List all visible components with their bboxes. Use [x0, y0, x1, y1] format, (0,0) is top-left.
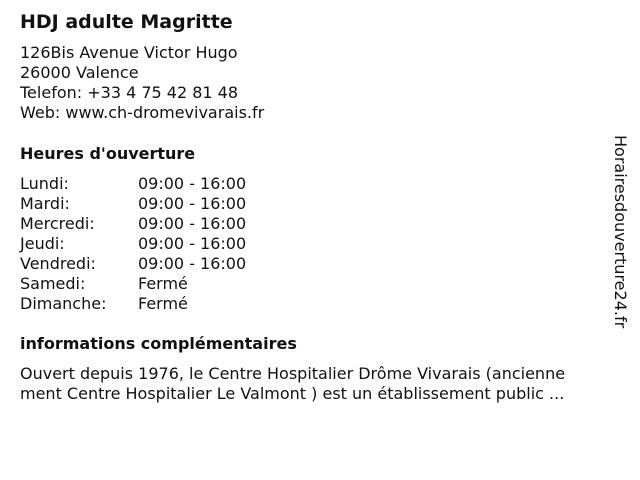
description-line: ment Centre Hospitalier Le Valmont ) est un établissement public ... [20, 384, 565, 403]
hours-row-sunday [20, 294, 246, 314]
listing-title: HDJ adulte Magritte [20, 11, 233, 33]
day-time: 09:00 - 16:00 [138, 234, 247, 253]
day-time: 09:00 - 16:00 [138, 214, 247, 233]
phone-number: Telefon: +33 4 75 42 81 48 [20, 83, 239, 102]
opening-hours-heading: Heures d'ouverture [20, 144, 196, 163]
day-time: Fermé [138, 274, 188, 293]
hours-row-monday [20, 174, 246, 194]
opening-hours-table [20, 174, 246, 314]
hours-row-thursday [20, 234, 246, 254]
hours-row-tuesday [20, 194, 246, 214]
hours-row-saturday [20, 274, 246, 294]
day-time: 09:00 - 16:00 [138, 174, 247, 193]
address-street: 126Bis Avenue Victor Hugo [20, 43, 238, 62]
address-block [20, 43, 264, 123]
hours-row-friday [20, 254, 246, 274]
day-label: Samedi: [20, 274, 86, 293]
day-label: Mercredi: [20, 214, 95, 233]
day-time: Fermé [138, 294, 188, 313]
day-label: Dimanche: [20, 294, 107, 313]
website-url: Web: www.ch-dromevivarais.fr [20, 103, 265, 122]
additional-info-heading: informations complémentaires [20, 334, 297, 353]
day-label: Vendredi: [20, 254, 96, 273]
day-time: 09:00 - 16:00 [138, 254, 247, 273]
additional-info-text [20, 364, 620, 404]
address-city: 26000 Valence [20, 63, 139, 82]
day-label: Mardi: [20, 194, 70, 213]
day-label: Jeudi: [20, 234, 65, 253]
day-label: Lundi: [20, 174, 69, 193]
description-line: Ouvert depuis 1976, le Centre Hospitalier Drôme Vivarais (ancienne [20, 364, 566, 383]
day-time: 09:00 - 16:00 [138, 194, 247, 213]
site-watermark: Horairesdouverture24.fr [611, 135, 630, 329]
hours-row-wednesday [20, 214, 246, 234]
